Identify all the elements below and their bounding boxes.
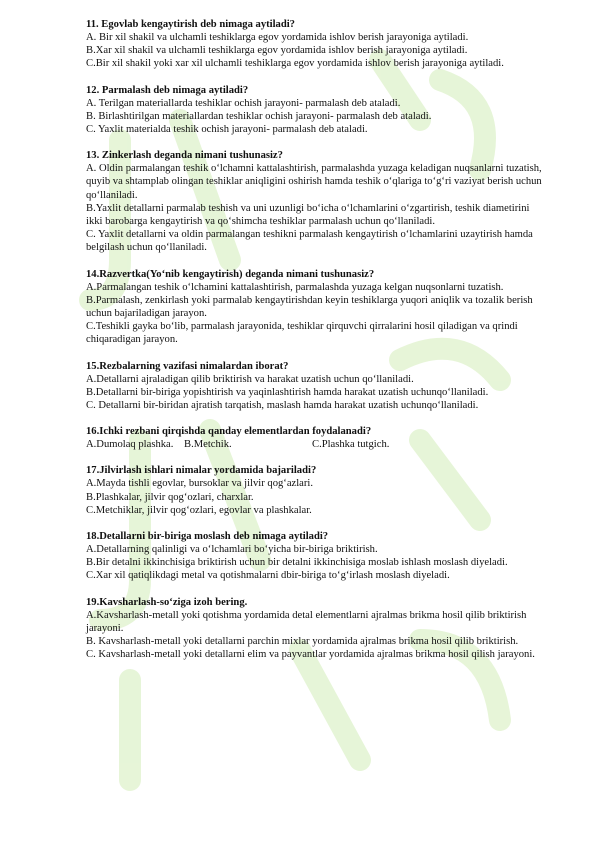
question-block — [86, 530, 548, 583]
answer-option: B.Yaxlit detallarni parmalab teshish va uni uzunligi bo‘icha o‘lchamlarini o‘zgartirish, teshik diametirini ikki barobarga kengaytirish va qo‘shimcha teshiklar parmalash uchun qo‘llaniladi. — [86, 202, 530, 228]
answer-option: A.Parmalangan teshik o‘lchamini kattalashtirish, parmalashda yuzaga kelgan nuqsonlarni tuzatish. — [86, 281, 504, 293]
question-title: 11. Egovlab kengaytirish deb nimaga aytiladi? — [86, 19, 295, 30]
answer-option: A.Detallarning qalinligi va o‘lchamlari bo‘yicha bir-biriga briktirish. — [86, 544, 378, 556]
answer-option: B. Birlashtirilgan materiallardan teshiklar ochish jarayoni- parmalash deb ataladi. — [86, 110, 432, 122]
answer-option: B.Bir detalni ikkinchisiga briktirish uchun bir detalni ikkinchisiga moslab ishlash moslash diyeladi. — [86, 557, 508, 569]
answer-option: A.Detallarni ajraladigan qilib briktirish va harakat uzatish uchun qo‘llaniladi. — [86, 373, 414, 385]
question-block — [86, 149, 548, 254]
answer-option: B. Kavsharlash-metall yoki detallarni parchin mixlar yordamida ajralmas brikma hosil qilib briktirish. — [86, 636, 519, 648]
question-title: 18.Detallarni bir-biriga moslash deb nimaga aytiladi? — [86, 531, 329, 543]
answer-option: C. Yaxlit detallarni va oldin parmalangan teshikni parmalash kengaytirish o‘lchamlarini uzaytirish hamda belgilash uchun qo‘llaniladi. — [86, 229, 533, 254]
question-block — [86, 18, 548, 71]
answer-options-row — [86, 438, 548, 451]
question-title: 15.Rezbalarning vazifasi nimalardan iborat? — [86, 360, 289, 372]
answer-option: C.Plashka tutgich. — [312, 439, 390, 451]
answer-option: B.Detallarni bir-biriga yopishtirish va yaqinlashtirish hamda harakat uzatish uchunqo‘llaniladi. — [86, 386, 489, 398]
question-title: 12. Parmalash deb nimaga aytiladi? — [86, 84, 249, 96]
question-title: 19.Kavsharlash-so‘ziga izoh bering. — [86, 596, 248, 608]
answer-option: B.Metchik. — [184, 439, 232, 451]
answer-option: A.Kavsharlash-metall yoki qotishma yordamida detal elementlarni ajralmas brikma hosil qilib briktirish jarayoni. — [86, 609, 527, 634]
answer-option: C.Teshikli gayka bo‘lib, parmalash jarayonida, teshiklar qirquvchi qirralarini hosil qiladigan va qrindi chiqaradigan jarayon. — [86, 321, 518, 346]
answer-option: B.Xar xil shakil va ulchamli teshiklarga egov yordamida ishlov berish jarayoniga aytiladi. — [86, 45, 468, 57]
answer-option: C. Kavsharlash-metall yoki detallarni elim va payvantlar yordamida ajralmas brikma hosil qilish jarayoni. — [86, 649, 535, 661]
question-title: 13. Zinkerlash deganda nimani tushunasiz? — [86, 150, 283, 162]
question-title: 14.Razvertka(Yo‘nib kengaytirish) deganda nimani tushunasiz? — [86, 268, 375, 280]
answer-option: C.Xar xil qatiqlikdagi metal va qotishmalarni dbir-biriga to‘g‘irlash moslash diyeladi. — [86, 570, 450, 582]
question-title: 17.Jilvirlash ishlari nimalar yordamida bajariladi? — [86, 465, 317, 477]
answer-option: A. Oldin parmalangan teshik o‘lchamni kattalashtirish, parmalashda yuzaga keladigan nuqsanlarni tuzatish, quyib va shtamplab olingan teshiklar aniqligini oshirish hamda teshik o‘qlariga to‘g‘ri vaziyat berish uchun qo‘llaniladi. — [86, 163, 542, 201]
question-block — [86, 360, 548, 413]
answer-option: B.Plashkalar, jilvir qog‘ozlari, charxlar. — [86, 491, 254, 503]
answer-option: C. Yaxlit materialda teshik ochish jarayoni- parmalash deb ataladi. — [86, 124, 368, 136]
question-block — [86, 596, 548, 662]
answer-option: A.Mayda tishli egovlar, bursoklar va jilvir qog‘azlari. — [86, 478, 313, 490]
answer-option: A.Dumolaq plashka. — [86, 439, 174, 451]
question-block — [86, 268, 548, 347]
answer-option: C.Metchiklar, jilvir qog‘ozlari, egovlar va plashkalar. — [86, 504, 312, 516]
question-block — [86, 425, 548, 451]
question-block — [86, 84, 548, 137]
answer-option: C.Bir xil shakil yoki xar xil ulchamli teshiklarga egov yordamida ishlov berish jarayoniga aytiladi. — [86, 58, 504, 70]
answer-option: C. Detallarni bir-biridan ajratish tarqatish, maslash hamda harakat uzatish uchunqo‘llaniladi. — [86, 400, 479, 412]
answer-option: A. Terilgan materiallarda teshiklar ochish jarayoni- parmalash deb ataladi. — [86, 97, 401, 109]
answer-option: A. Bir xil shakil va ulchamli teshiklarga egov yordamida ishlov berish jarayoniga aytiladi. — [86, 32, 469, 43]
question-block — [86, 464, 548, 517]
question-title: 16.Ichki rezbani qirqishda qanday elementlardan foydalanadi? — [86, 426, 372, 438]
answer-option: B.Parmalash, zenkirlash yoki parmalab kengaytirishdan keyin teshiklarga yuqori aniqlik va tozalik berish uchun bajariladigan jarayon. — [86, 294, 533, 320]
